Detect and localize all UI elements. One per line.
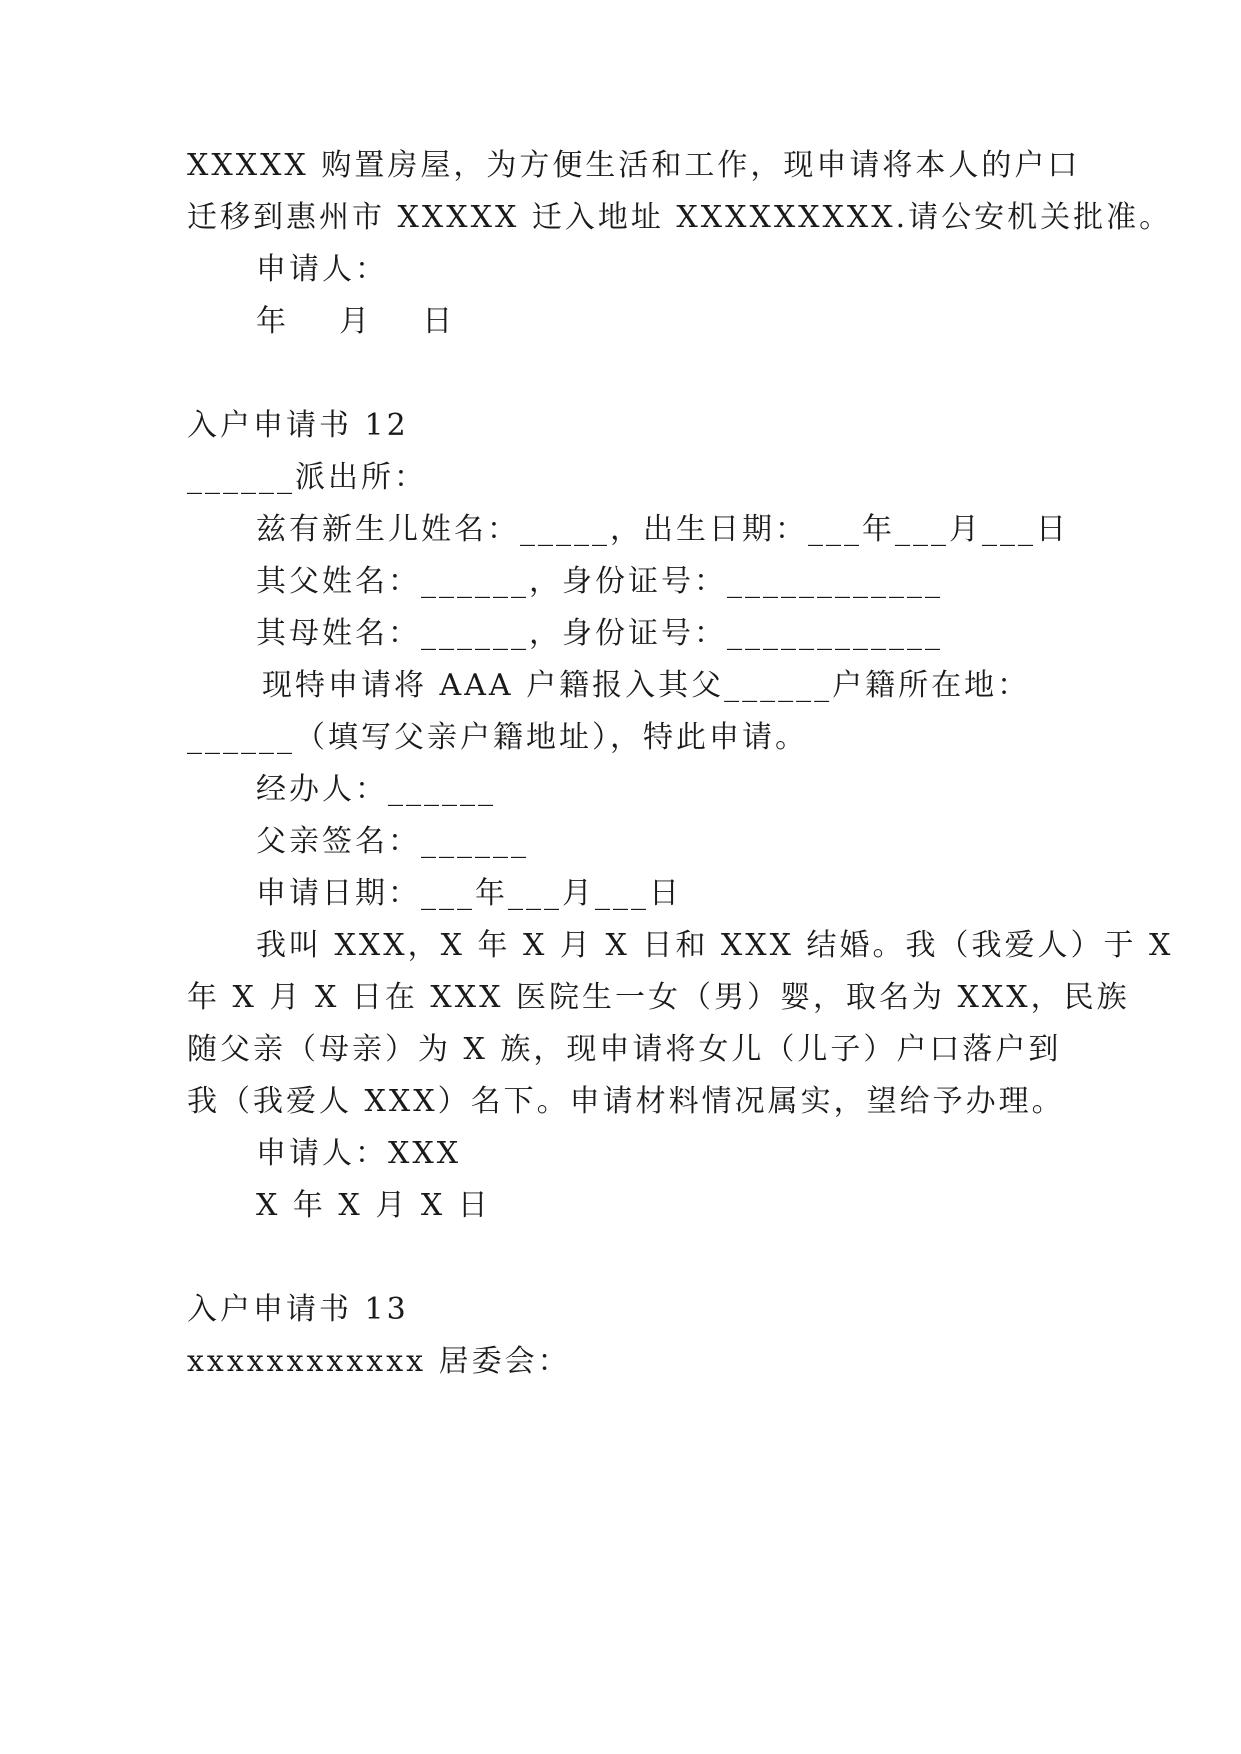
applicant-label: 申请人：XXX <box>256 1136 462 1171</box>
father-info-line: 其父姓名：______，身份证号：____________ <box>256 564 943 599</box>
date-line: X 年 X 月 X 日 <box>256 1188 491 1223</box>
paragraph-line: 随父亲（母亲）为 X 族，现申请将女儿（儿子）户口落户到 <box>187 1032 1062 1067</box>
section-heading: 入户申请书 12 <box>187 408 409 443</box>
paragraph-line: 我（我爱人 XXX）名下。申请材料情况属实，望给予办理。 <box>187 1084 1065 1119</box>
addressee-line: xxxxxxxxxxxx 居委会： <box>187 1344 571 1379</box>
newborn-info-line: 兹有新生儿姓名：_____，出生日期：___年___月___日 <box>256 512 1069 547</box>
request-line: 现特申请将 AAA 户籍报入其父______户籍所在地： <box>262 668 1031 703</box>
paragraph-line: XXXXX 购置房屋，为方便生活和工作，现申请将本人的户口 <box>187 148 1081 183</box>
paragraph-line: 迁移到惠州市 XXXXX 迁入地址 XXXXXXXXX.请公安机关批准。 <box>187 200 1173 235</box>
applicant-label: 申请人： <box>256 252 388 287</box>
mother-info-line: 其母姓名：______，身份证号：____________ <box>256 616 943 651</box>
addressee-line: ______派出所： <box>187 460 427 495</box>
paragraph-line: 我叫 XXX，X 年 X 月 X 日和 XXX 结婚。我（我爱人）于 X <box>256 928 1174 963</box>
apply-date-line: 申请日期：___年___月___日 <box>256 876 682 911</box>
section-heading: 入户申请书 13 <box>187 1292 409 1327</box>
father-signature-line: 父亲签名：______ <box>256 824 529 859</box>
request-line: ______（填写父亲户籍地址），特此申请。 <box>187 720 808 755</box>
date-line: 年 月 日 <box>256 304 456 339</box>
paragraph-line: 年 X 月 X 日在 XXX 医院生一女（男）婴，取名为 XXX，民族 <box>187 980 1130 1015</box>
handler-line: 经办人：______ <box>256 772 496 807</box>
